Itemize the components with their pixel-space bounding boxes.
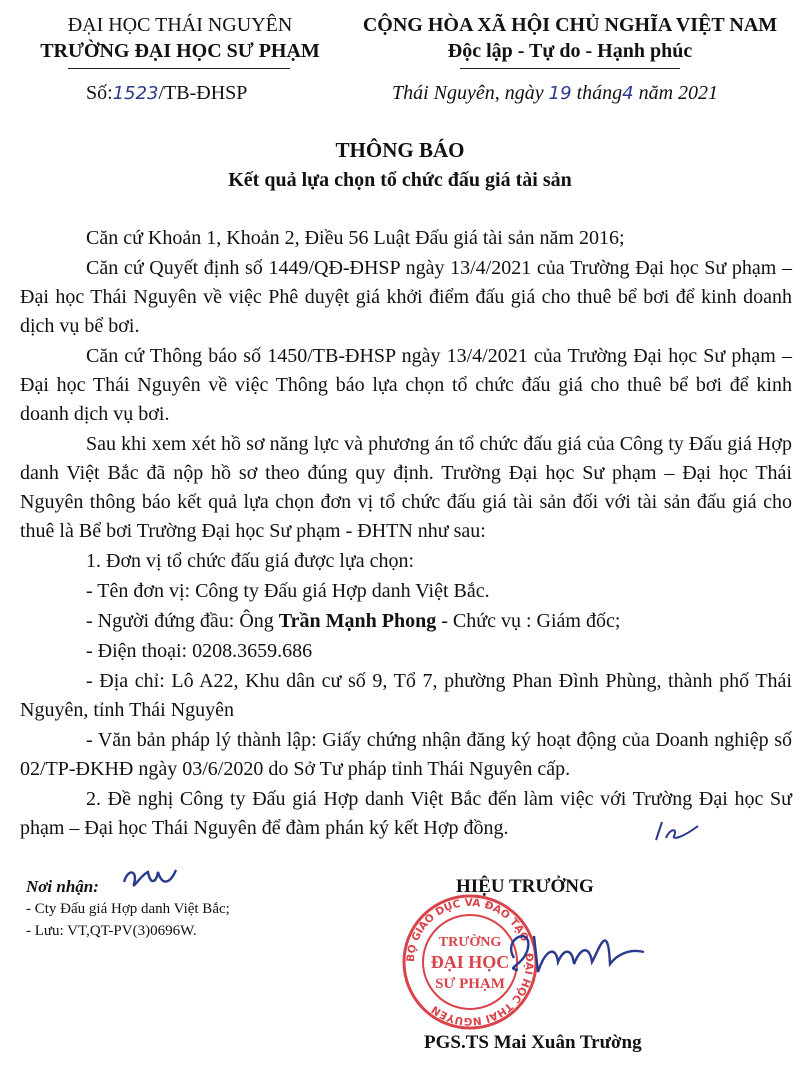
date-month: 4 bbox=[622, 83, 634, 104]
org-line-2: TRƯỜNG ĐẠI HỌC SƯ PHẠM bbox=[40, 40, 320, 62]
document-number bbox=[86, 82, 247, 105]
issuer-header bbox=[20, 12, 340, 64]
paragraph-basis-2: Căn cứ Quyết định số 1449/QĐ-ĐHSP ngày 13/4/2021 của Trường Đại học Sư phạm – Đại học Thái Nguyên về việc Phê duyệt giá khởi điểm đấu giá cho thuê bể bơi để kinh doanh dịch vụ bể bơi. bbox=[20, 257, 792, 337]
item-2: 2. Đề nghị Công ty Đấu giá Hợp danh Việt Bắc đến làm việc với Trường Đại học Sư phạm – Đại học Thái Nguyên để đàm phán ký kết Hợp đồng. bbox=[20, 788, 792, 839]
svg-text:SƯ PHẠM: SƯ PHẠM bbox=[435, 976, 505, 992]
date-month-label: tháng bbox=[576, 82, 623, 104]
date-day: 19 bbox=[548, 83, 572, 104]
item-1-address: - Địa chỉ: Lô A22, Khu dân cư số 9, Tổ 7, phường Phan Đình Phùng, thành phố Thái Nguyên, tỉnh Thái Nguyên bbox=[20, 670, 792, 721]
item-1-head bbox=[20, 607, 792, 636]
item-1-phone: - Điện thoại: 0208.3659.686 bbox=[86, 640, 313, 662]
signer-name: PGS.TS Mai Xuân Trường bbox=[424, 1032, 642, 1053]
doc-no-prefix: Số: bbox=[86, 82, 113, 104]
paragraph-basis-3: Căn cứ Thông báo số 1450/TB-ĐHSP ngày 13/4/2021 của Trường Đại học Sư phạm – Đại học Thái Nguyên về việc Thông báo lựa chọn tổ chức đấu giá cho thuê bể bơi để kinh doanh dịch vụ bơi. bbox=[20, 345, 792, 425]
item-1-head-suffix: - Chức vụ : Giám đốc; bbox=[436, 610, 621, 632]
header-rule-left bbox=[68, 68, 290, 69]
signer-title: HIỆU TRƯỞNG bbox=[456, 876, 594, 897]
svg-text:TRƯỜNG: TRƯỜNG bbox=[438, 935, 502, 950]
recipient-item: - Lưu: VT,QT-PV(3)0696W. bbox=[26, 923, 197, 939]
national-header bbox=[350, 12, 790, 64]
item-1-head-name: Trần Mạnh Phong bbox=[278, 610, 437, 632]
item-1-head-prefix: - Người đứng đầu: Ông bbox=[86, 610, 279, 632]
recipient-item: - Cty Đấu giá Hợp danh Việt Bắc; bbox=[26, 901, 230, 917]
item-1-name: - Tên đơn vị: Công ty Đấu giá Hợp danh Việt Bắc. bbox=[86, 580, 490, 602]
item-1-heading: 1. Đơn vị tổ chức đấu giá được lựa chọn: bbox=[86, 550, 415, 572]
header-rule-right bbox=[460, 68, 680, 69]
svg-text:BỘ GIÁO DỤC VÀ ĐÀO TẠO · ĐẠI H: BỘ GIÁO DỤC VÀ ĐÀO TẠO · ĐẠI HỌC THÁI NGUYÊN bbox=[404, 896, 536, 1028]
document-date bbox=[392, 82, 718, 105]
country-line-2: Độc lập - Tự do - Hạnh phúc bbox=[447, 40, 693, 62]
handwritten-initial bbox=[120, 864, 180, 894]
country-line-1: CỘNG HÒA XÃ HỘI CHỦ NGHĨA VIỆT NAM bbox=[362, 14, 778, 36]
handwritten-end-mark bbox=[652, 818, 702, 844]
document-body bbox=[20, 224, 792, 844]
date-year: năm 2021 bbox=[638, 82, 719, 104]
doc-no-handwritten: 1523 bbox=[112, 83, 159, 104]
paragraph-decision: Sau khi xem xét hồ sơ năng lực và phương án tổ chức đấu giá của Công ty Đấu giá Hợp danh Việt Bắc đã nộp hồ sơ theo đúng quy định. Trường Đại học Sư phạm – Đại học Thái Nguyên thông báo kết quả lựa chọn đơn vị tổ chức đấu giá tài sản đối với tài sản đấu giá cho thuê là Bể bơi Trường Đại học Sư phạm - ĐHTN như sau: bbox=[20, 433, 792, 542]
document-title: THÔNG BÁO bbox=[335, 138, 465, 162]
item-1-legal: - Văn bản pháp lý thành lập: Giấy chứng nhận đăng ký hoạt động của Doanh nghiệp số 02/TP-ĐKHĐ ngày 03/6/2020 do Sở Tư pháp tỉnh Thái Nguyên cấp. bbox=[20, 729, 792, 780]
svg-text:ĐẠI HỌC: ĐẠI HỌC bbox=[430, 952, 510, 972]
doc-no-suffix: /TB-ĐHSP bbox=[158, 82, 248, 104]
handwritten-signature bbox=[498, 908, 648, 988]
date-place: Thái Nguyên, ngày bbox=[392, 82, 544, 104]
paragraph-basis-1: Căn cứ Khoản 1, Khoản 2, Điều 56 Luật Đấu giá tài sản năm 2016; bbox=[86, 227, 625, 249]
document-subtitle: Kết quả lựa chọn tổ chức đấu giá tài sản bbox=[228, 169, 572, 191]
org-line-1: ĐẠI HỌC THÁI NGUYÊN bbox=[67, 14, 293, 36]
recipients-label: Nơi nhận: bbox=[26, 877, 99, 896]
